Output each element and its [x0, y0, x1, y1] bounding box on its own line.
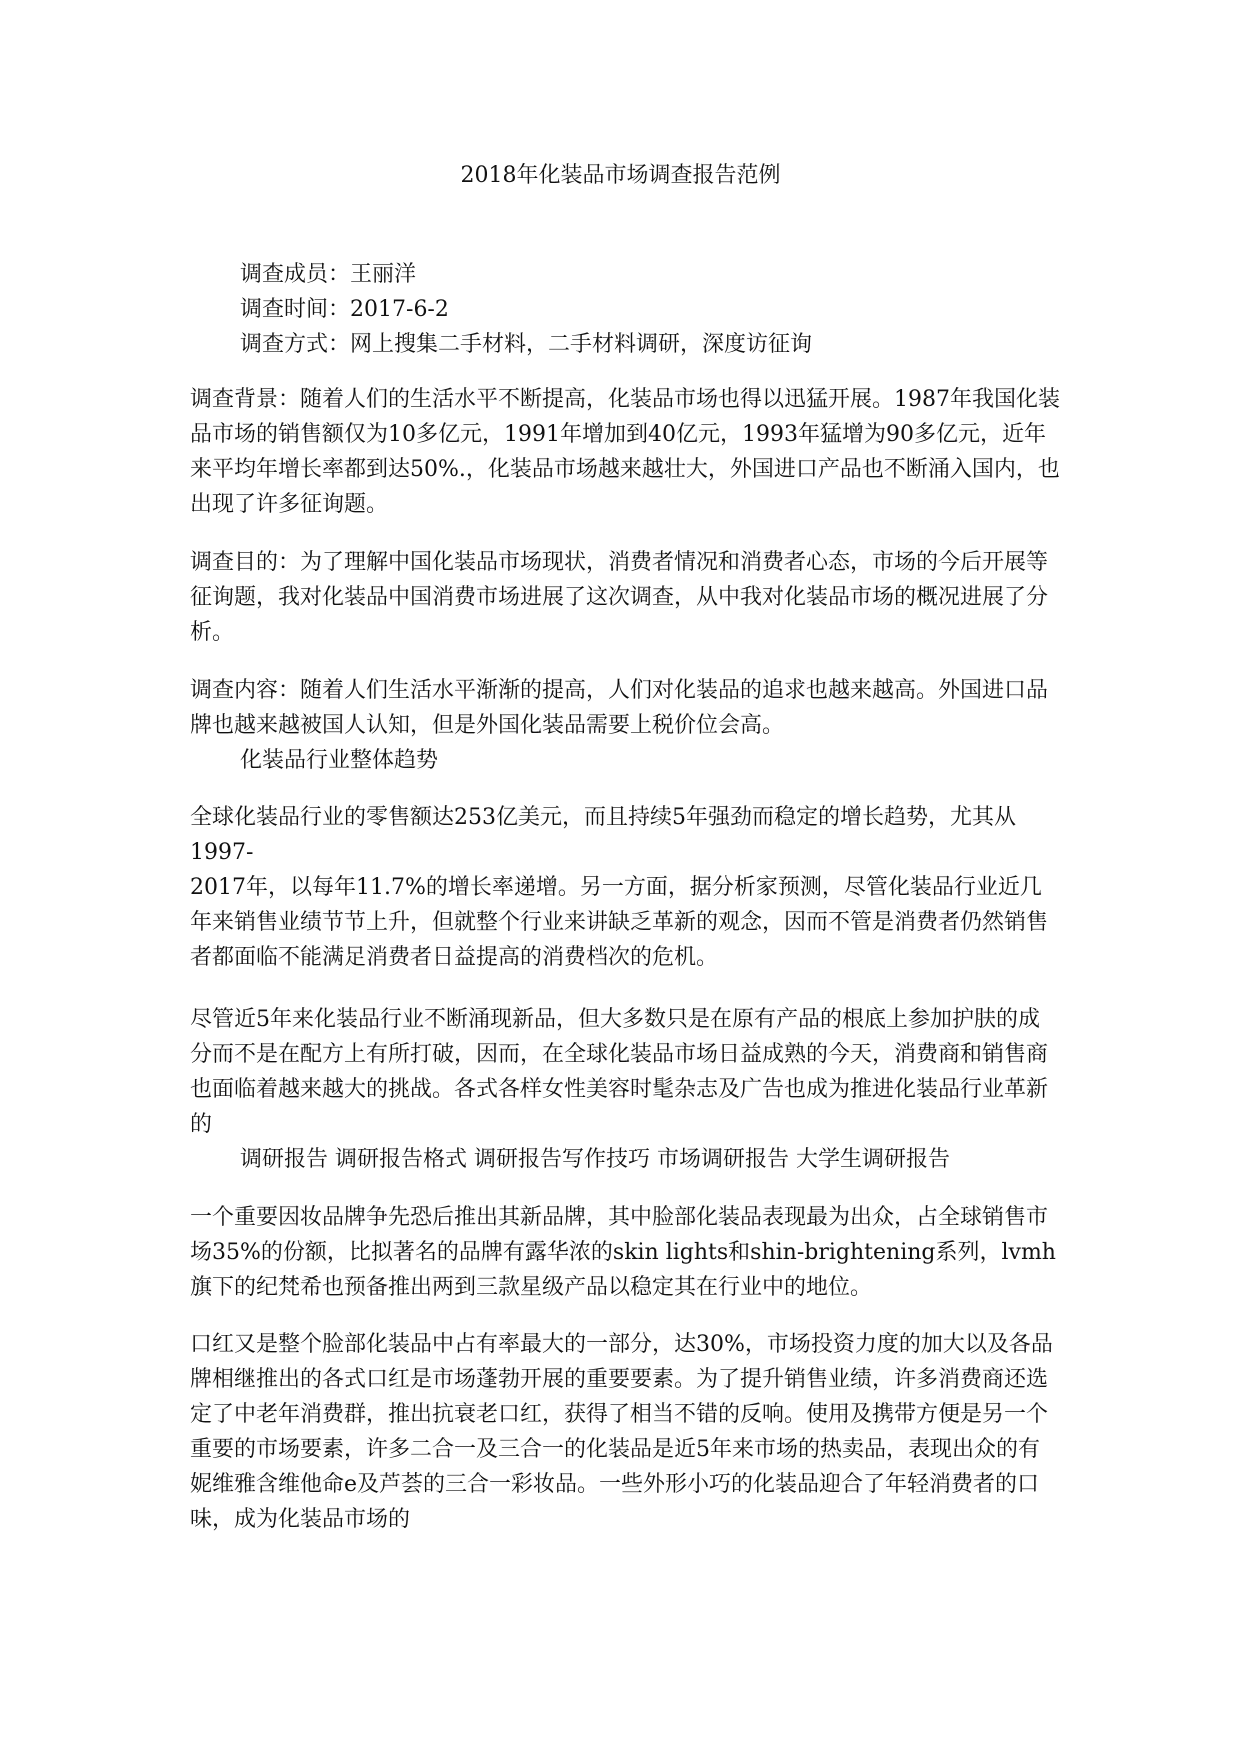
- meta-members: [240, 257, 812, 292]
- meta-members-label: 调查成员：: [240, 262, 351, 287]
- trend-heading: 化装品行业整体趋势: [240, 748, 439, 773]
- trend-paragraph-line1: 全球化装品行业的零售额达253亿美元，而且持续5年强劲而稳定的增长趋势，尤其从1997-: [190, 805, 1016, 865]
- content-paragraph: 调查内容：随着人们生活水平渐渐的提高，人们对化装品的追求也越来越高。外国进口品牌也越来越被国人认知，但是外国化装品需要上税价位会高。: [190, 678, 1049, 738]
- section-background: [190, 382, 1060, 522]
- meta-members-value: 王丽洋: [350, 262, 417, 287]
- survey-meta: [240, 257, 812, 362]
- innovation-paragraph: 尽管近5年来化装品行业不断涌现新品，但大多数只是在原有产品的根底上参加护肤的成分而不是在配方上有所打破，因而，在全球化装品市场日益成熟的今天，消费商和销售商也面临着越来越大的挑战。各式各样女性美容时髦杂志及广告也成为推进化装品行业革新的: [190, 1007, 1049, 1137]
- meta-date-value: 2017-6-2: [350, 297, 449, 322]
- related-links-line: 调研报告 调研报告格式 调研报告写作技巧 市场调研报告 大学生调研报告: [240, 1147, 950, 1172]
- meta-date-label: 调查时间：: [240, 297, 351, 322]
- document-title: 2018年化装品市场调查报告范例: [460, 163, 781, 188]
- trend-paragraph-rest: 2017年，以每年11.7%的增长率递增。另一方面，据分析家预测，尽管化装品行业近几年来销售业绩节节上升，但就整个行业来讲缺乏革新的观念，因而不管是消费者仍然销售者都面临不能满足消费者日益提高的消费档次的危机。: [190, 875, 1049, 970]
- lipstick-paragraph: 口红又是整个脸部化装品中占有率最大的一部分，达30%，市场投资力度的加大以及各品牌相继推出的各式口红是市场蓬勃开展的重要要素。为了提升销售业绩，许多消费商还选定了中老年消费群，推出抗衰老口红，获得了相当不错的反响。使用及携带方便是另一个重要的市场要素，许多二合一及三合一的化装品是近5年来市场的热卖品，表现出众的有妮维雅含维他命e及芦荟的三合一彩妆品。一些外形小巧的化装品迎合了年轻消费者的口味，成为化装品市场的: [190, 1332, 1053, 1532]
- section-content: [190, 673, 1060, 778]
- background-paragraph: 调查背景：随着人们的生活水平不断提高，化装品市场也得以迅猛开展。1987年我国化装品市场的销售额仅为10多亿元，1991年增加到40亿元，1993年猛增为90多亿元，近年来平均年增长率都到达50%.，化装品市场越来越壮大，外国进口产品也不断涌入国内，也出现了许多征询题。: [190, 387, 1060, 517]
- meta-method: [240, 327, 812, 362]
- purpose-paragraph: 调查目的：为了理解中国化装品市场现状，消费者情况和消费者心态，市场的今后开展等征询题，我对化装品中国消费市场进展了这次调查，从中我对化装品市场的概况进展了分析。: [190, 550, 1049, 645]
- section-lipstick: [190, 1327, 1060, 1537]
- face-cosmetics-paragraph: 一个重要因妆品牌争先恐后推出其新品牌，其中脸部化装品表现最为出众，占全球销售市场35%的份额，比拟著名的品牌有露华浓的skin lights和shin-brightening系列，lvmh旗下的纪梵希也预备推出两到三款星级产品以稳定其在行业中的地位。: [190, 1205, 1056, 1300]
- meta-method-label: 调查方式：: [240, 332, 351, 357]
- meta-method-value: 网上搜集二手材料，二手材料调研，深度访征询: [350, 332, 813, 357]
- section-purpose: [190, 545, 1060, 650]
- section-face-cosmetics: [190, 1200, 1060, 1305]
- section-innovation: [190, 1002, 1060, 1177]
- meta-date: [240, 292, 812, 327]
- section-trend: [190, 800, 1060, 975]
